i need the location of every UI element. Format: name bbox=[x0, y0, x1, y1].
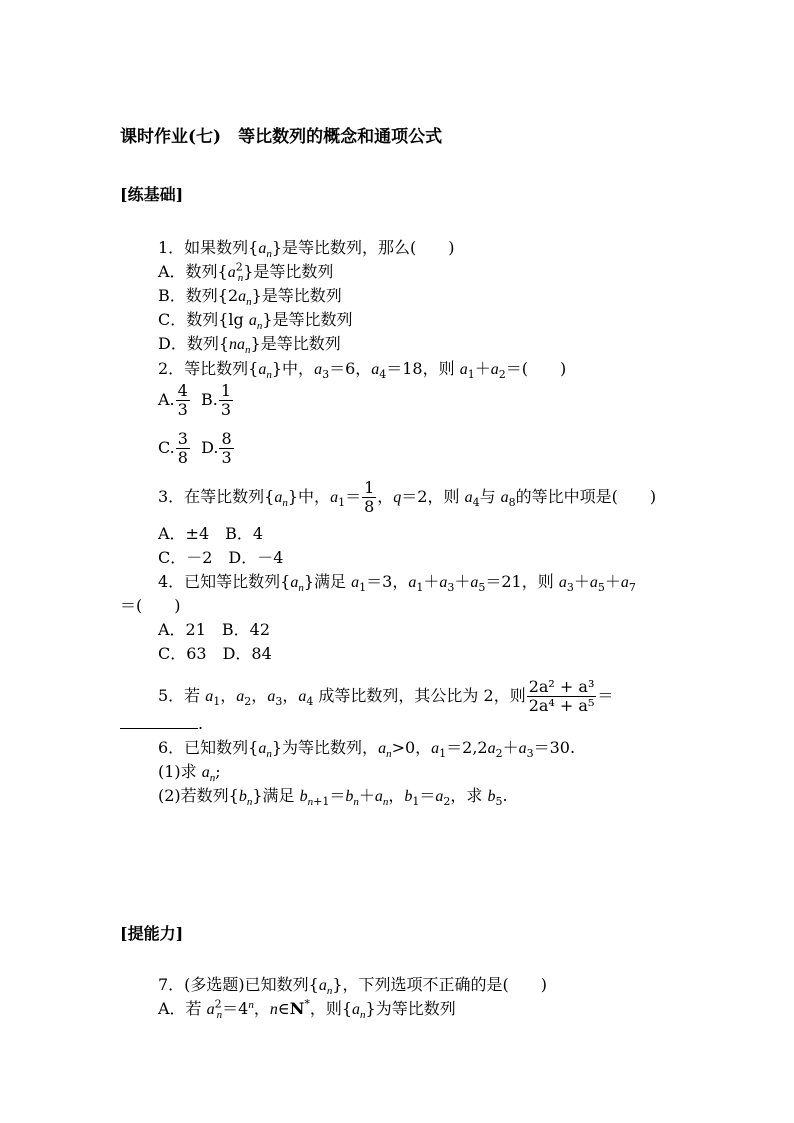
fraction: $\frac{\text{2a² + a³}}{\text{2a⁴ + a⁵}}$ bbox=[528, 677, 595, 715]
fraction: $\frac{8}{3}$ bbox=[221, 429, 232, 467]
question-7-stem: 7．(多选题)已知数列$\{a_n\}$，下列选项不正确的是( ) bbox=[158, 975, 548, 998]
section-basic-heading: [练基础] bbox=[120, 185, 184, 204]
question-4-options-ab: A．21 B．42 bbox=[158, 620, 271, 639]
question-1-option-d: D．数列$\{na_n\}$是等比数列 bbox=[158, 334, 341, 357]
fraction: $\frac{1}{8}$ bbox=[364, 478, 375, 516]
question-1-stem: 1．如果数列$\{a_n\}$是等比数列，那么( ) bbox=[158, 238, 455, 261]
question-3-options-ab: A．±4 B．4 bbox=[158, 524, 264, 543]
question-4-stem: 4．已知等比数列$\{a_n\}$满足 $a_1=3$，$a_1+a_3+a_5=21$，则 $a_3+a_5+a_7$ bbox=[158, 572, 636, 595]
question-7-option-a: A．若 $a^2_n=4^n$，n∈N*，则$\{a_n\}$为等比数列 bbox=[158, 997, 456, 1022]
fraction: $\frac{3}{8}$ bbox=[177, 429, 188, 467]
question-3-stem: 3．在等比数列$\{a_n\}$中，$a_1=$ $\frac{1}{8}$ ，q＝2，则 $a_4$与 $a_8$的等比中项是( ) bbox=[158, 478, 657, 516]
page-title: 课时作业(七) 等比数列的概念和通项公式 bbox=[120, 127, 443, 147]
fraction: $\frac{1}{3}$ bbox=[220, 381, 232, 419]
question-2-options-ab: A. $\frac{4}{3}$ B. $\frac{1}{3}$ bbox=[158, 381, 232, 419]
question-1-option-b: B．数列$\{2a_n\}$是等比数列 bbox=[158, 286, 342, 309]
fraction: $\frac{4}{3}$ bbox=[177, 381, 188, 419]
question-2-options-cd: C. $\frac{3}{8}$ D. $\frac{8}{3}$ bbox=[158, 429, 232, 467]
question-4-stem-continued: ＝( ) bbox=[120, 596, 181, 615]
question-5-stem: 5．若 $a_1$，$a_2$，$a_3$，$a_4$ 成等比数列，其公比为 2，则 $\frac{\text{2a² + a³}}{\text{2a⁴ + a⁵}}$ ＝ bbox=[158, 677, 614, 715]
question-6-part-2: (2)若数列$\{b_n\}$满足 $b_{n+1}=b_n+a_n$，$b_1=a_2$，求 $b_5$. bbox=[158, 786, 508, 809]
question-1-option-a: A．数列$\{a^2_n\}$是等比数列 bbox=[158, 260, 334, 285]
question-3-options-cd: C．－2 D．－4 bbox=[158, 548, 284, 567]
question-4-options-cd: C．63 D．84 bbox=[158, 644, 272, 663]
section-advanced-heading: [提能力] bbox=[120, 924, 184, 943]
question-6-stem: 6．已知数列$\{a_n\}$为等比数列，$a_n>0$，$a_1=2,2a_2+a_3=30$. bbox=[158, 738, 576, 761]
question-6-part-1: (1)求 $a_n$; bbox=[158, 762, 221, 785]
question-1-option-c: C．数列{lg $a_n$}是等比数列 bbox=[158, 310, 353, 333]
answer-blank bbox=[120, 714, 198, 729]
question-2-stem: 2．等比数列$\{a_n\}$中，$a_3=6$，$a_4=18$，则 $a_1+a_2=$( ) bbox=[158, 359, 567, 382]
question-5-answer-blank: . bbox=[120, 714, 203, 734]
